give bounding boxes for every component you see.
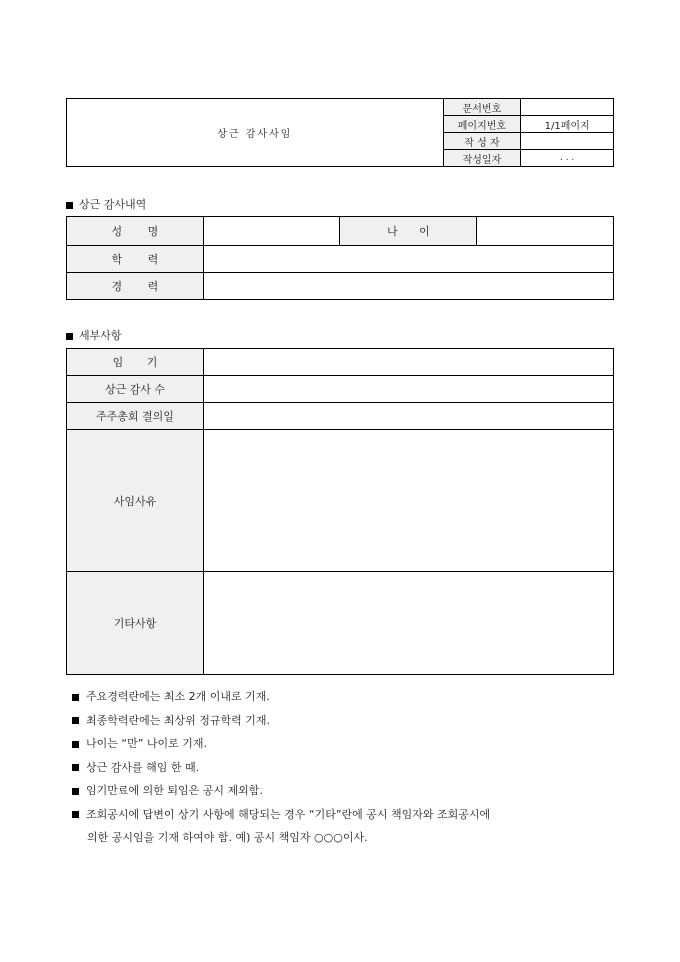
shareholder-resolution-field[interactable]	[204, 403, 614, 430]
section-heading-auditor: 상근 감사내역	[66, 196, 146, 212]
page-number-value: 1/1페이지	[521, 116, 614, 133]
shareholder-resolution-label: 주주총회 결의일	[67, 403, 204, 430]
details-table	[66, 348, 614, 675]
term-field[interactable]	[204, 349, 614, 376]
header-table	[66, 98, 614, 167]
section-heading-details: 세부사항	[66, 327, 122, 343]
name-label: 성 명	[67, 217, 204, 246]
square-bullet-icon	[72, 694, 79, 701]
auditor-table	[66, 216, 614, 300]
note-item: 최종학력란에는 최상위 정규학력 기재.	[72, 709, 490, 733]
note-item: 임기만료에 의한 퇴임은 공시 제외함.	[72, 779, 490, 803]
notes-list	[72, 685, 490, 850]
auditor-count-label: 상근 감사 수	[67, 376, 204, 403]
education-field[interactable]	[203, 246, 613, 273]
other-field[interactable]	[204, 572, 614, 675]
auditor-count-field[interactable]	[204, 376, 614, 403]
square-bullet-icon	[72, 717, 79, 724]
author-label: 작 성 자	[443, 133, 521, 150]
date-label: 작성일자	[443, 150, 521, 167]
square-bullet-icon	[72, 764, 79, 771]
square-bullet-icon	[72, 811, 79, 818]
resignation-reason-label: 사임사유	[67, 430, 204, 572]
career-field[interactable]	[203, 273, 613, 300]
author-value[interactable]	[521, 133, 614, 150]
note-item: 조회공시에 답변이 상기 사항에 해당되는 경우 “기타”란에 공시 책임자와 조회공시에	[72, 803, 490, 827]
career-label: 경 력	[67, 273, 204, 300]
term-label: 임 기	[67, 349, 204, 376]
doc-number-label: 문서번호	[443, 99, 521, 116]
education-label: 학 력	[67, 246, 204, 273]
resignation-reason-field[interactable]	[204, 430, 614, 572]
note-item: 상근 감사를 해임 한 때.	[72, 756, 490, 780]
square-bullet-icon	[66, 202, 73, 209]
document-title: 상근 감사사임	[67, 99, 444, 167]
age-field[interactable]	[477, 217, 614, 246]
page-number-label: 페이지번호	[443, 116, 521, 133]
other-label: 기타사항	[67, 572, 204, 675]
note-item: 나이는 “만” 나이로 기재.	[72, 732, 490, 756]
square-bullet-icon	[66, 333, 73, 340]
age-label: 나 이	[340, 217, 477, 246]
square-bullet-icon	[72, 788, 79, 795]
note-item: 주요경력란에는 최소 2개 이내로 기재.	[72, 685, 490, 709]
square-bullet-icon	[72, 741, 79, 748]
date-value[interactable]: . . .	[521, 150, 614, 167]
note-continuation: 의한 공시임을 기재 하여야 함. 예) 공시 책임자 ○○○이사.	[87, 831, 368, 844]
name-field[interactable]	[203, 217, 340, 246]
doc-number-value[interactable]	[521, 99, 614, 116]
